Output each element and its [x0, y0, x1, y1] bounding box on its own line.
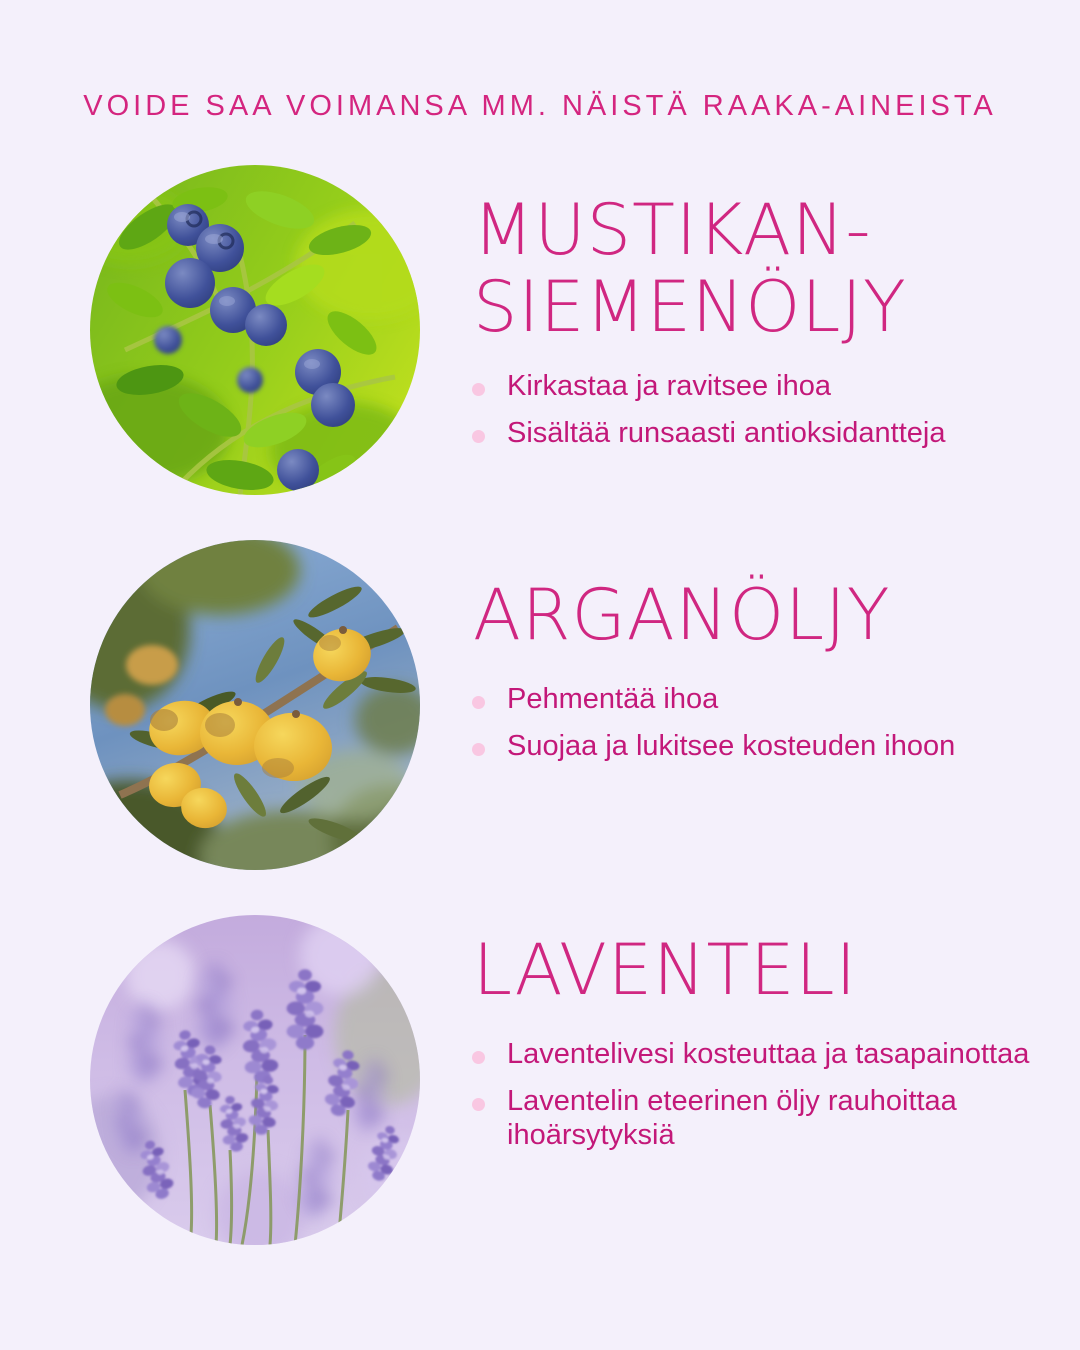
page-title: VOIDE SAA VOIMANSA MM. NÄISTÄ RAAKA-AINEISTA — [83, 90, 997, 122]
title-line: MUSTIKAN- — [473, 189, 872, 271]
bullet-dot-icon — [472, 696, 485, 709]
bullet-list-laventeli — [472, 1037, 1038, 1165]
list-item — [472, 369, 1038, 403]
bullet-text: Kirkastaa ja ravitsee ihoa — [507, 370, 831, 402]
blueberry-photo — [90, 165, 420, 495]
bullet-list-mustikansiemenoljy — [472, 369, 1038, 463]
bullet-text: Sisältää runsaasti antioksidantteja — [507, 417, 946, 449]
lavender-photo — [90, 915, 420, 1245]
bullet-text: Pehmentää ihoa — [507, 683, 719, 715]
section-title-laventeli — [473, 929, 858, 1011]
bullet-dot-icon — [472, 1098, 485, 1111]
bullet-text: Laventelin eteerinen öljy rauhoittaa ihoärsytyksiä — [507, 1085, 957, 1151]
list-item — [472, 682, 1038, 716]
title-line: ARGANÖLJY — [473, 574, 891, 656]
list-item — [472, 1037, 1038, 1071]
list-item — [472, 1084, 1038, 1152]
list-item — [472, 416, 1038, 450]
title-line: SIEMENÖLJY — [473, 266, 907, 348]
bullet-dot-icon — [472, 1051, 485, 1064]
bullet-dot-icon — [472, 743, 485, 756]
bullet-dot-icon — [472, 430, 485, 443]
title-line: LAVENTELI — [473, 929, 858, 1011]
bullet-dot-icon — [472, 383, 485, 396]
argan-fruit-photo — [90, 540, 420, 870]
list-item — [472, 729, 1038, 763]
section-title-arganoljy — [473, 574, 891, 656]
bullet-list-arganoljy — [472, 682, 1038, 776]
bullet-text: Suojaa ja lukitsee kosteuden ihoon — [507, 730, 956, 762]
section-title-mustikansiemenoljy — [473, 189, 907, 348]
bullet-text: Laventelivesi kosteuttaa ja tasapainottaa — [507, 1038, 1030, 1070]
